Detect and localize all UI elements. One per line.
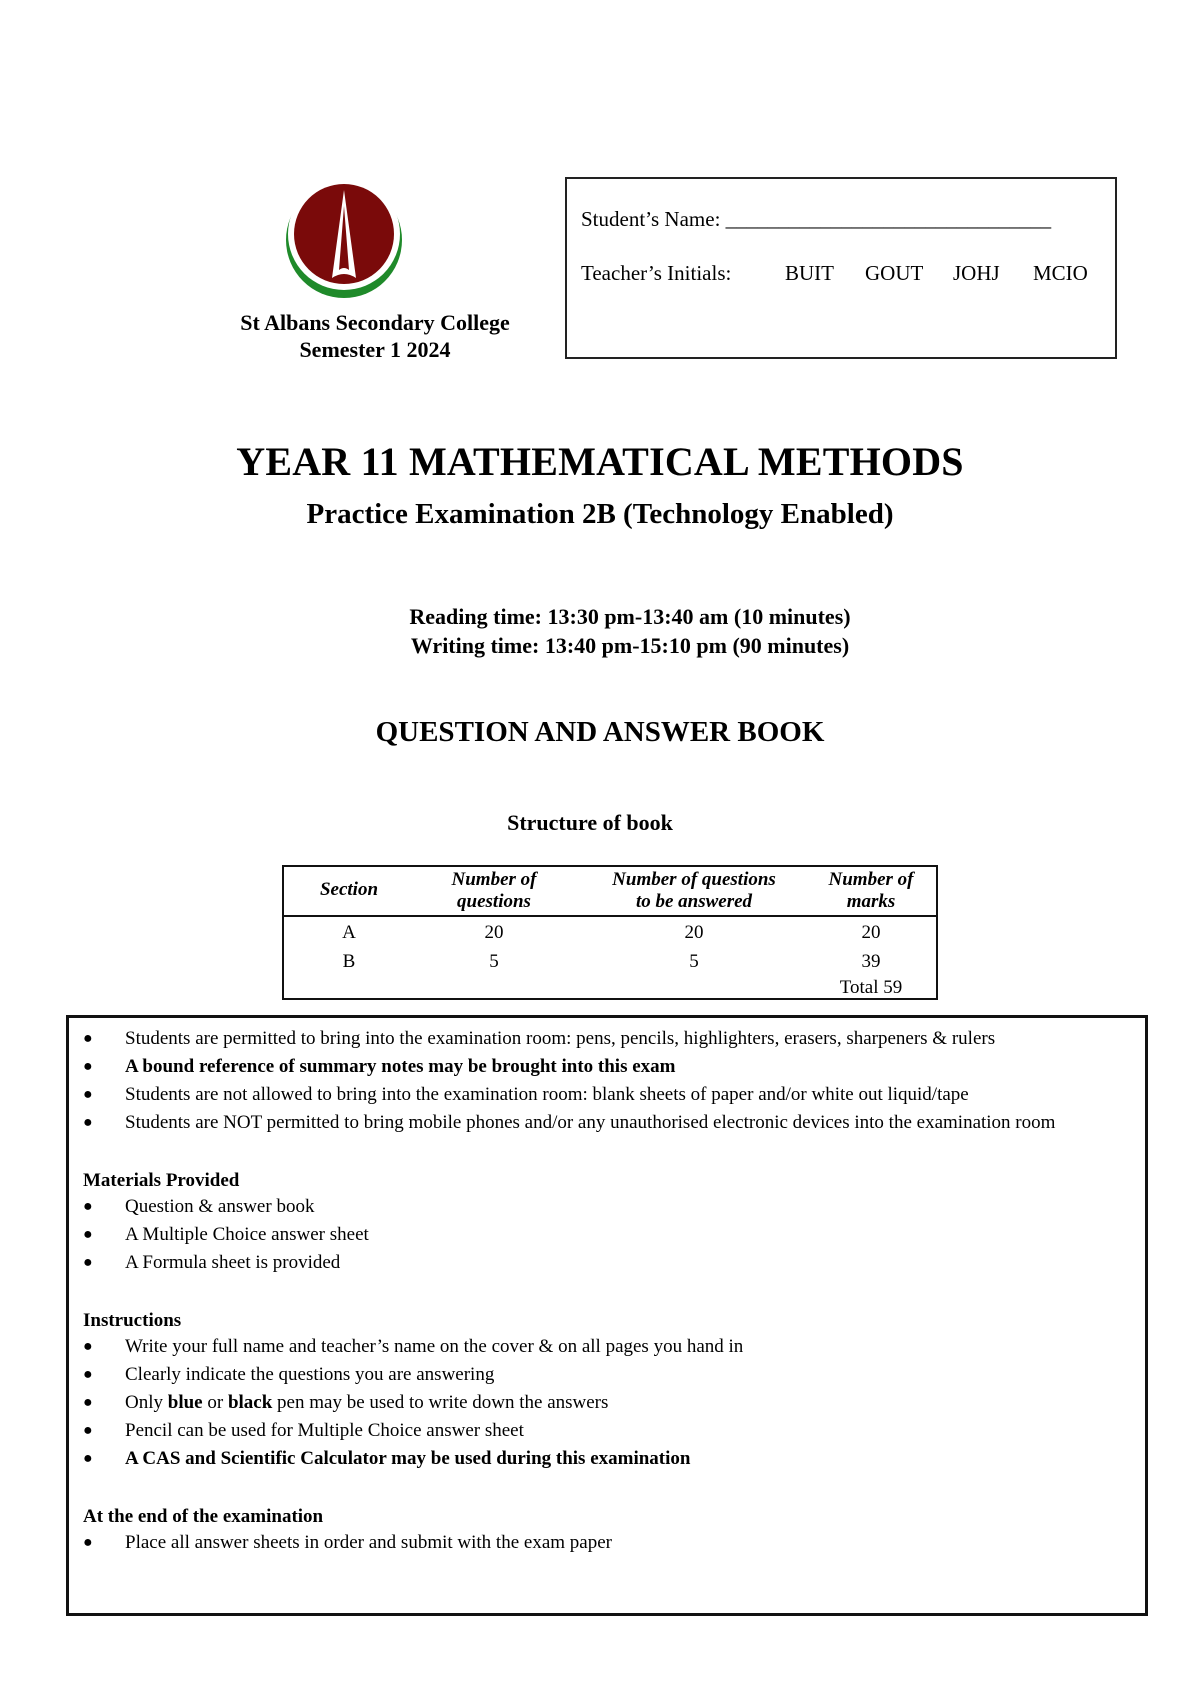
student-name-line[interactable]: _______________________________ bbox=[725, 207, 1052, 231]
bullet-icon: ● bbox=[83, 1226, 93, 1243]
materials-heading: Materials Provided bbox=[83, 1170, 240, 1191]
material-item: A Formula sheet is provided bbox=[125, 1252, 341, 1273]
instruction-item: Only blue or black pen may be used to write down the answers bbox=[125, 1392, 609, 1413]
school-name: St Albans Secondary College bbox=[240, 310, 510, 335]
instructions-heading: Instructions bbox=[83, 1310, 182, 1331]
teacher-initial-option[interactable]: JOHJ bbox=[953, 261, 1000, 285]
student-details-box bbox=[565, 177, 1117, 359]
teacher-initial-option[interactable]: BUIT bbox=[785, 261, 834, 285]
bullet-icon: ● bbox=[83, 1030, 93, 1047]
bullet-icon: ● bbox=[83, 1114, 93, 1131]
structure-heading: Structure of book bbox=[507, 810, 673, 835]
student-name-label: Student’s Name: bbox=[581, 207, 721, 231]
bullet-icon: ● bbox=[83, 1198, 93, 1215]
instruction-item: Clearly indicate the questions you are answering bbox=[125, 1364, 495, 1385]
teacher-initials-label: Teacher’s Initials: bbox=[581, 261, 732, 285]
exam-rules-box bbox=[66, 1015, 1148, 1616]
header-questions: Number of questions bbox=[451, 869, 537, 912]
material-item: Question & answer book bbox=[125, 1196, 315, 1217]
bullet-icon: ● bbox=[83, 1422, 93, 1439]
bullet-icon: ● bbox=[83, 1450, 93, 1467]
bullet-icon: ● bbox=[83, 1086, 93, 1103]
instruction-item: Pencil can be used for Multiple Choice answer sheet bbox=[125, 1420, 524, 1441]
bullet-icon: ● bbox=[83, 1366, 93, 1383]
teacher-initial-option[interactable]: GOUT bbox=[865, 261, 924, 285]
bullet-icon: ● bbox=[83, 1534, 93, 1551]
exam-title: YEAR 11 MATHEMATICAL METHODS bbox=[236, 439, 964, 484]
end-item: Place all answer sheets in order and submit with the exam paper bbox=[125, 1532, 612, 1553]
writing-time: Writing time: 13:40 pm-15:10 pm (90 minutes) bbox=[410, 633, 850, 658]
reading-time: Reading time: 13:30 pm-13:40 am (10 minutes) bbox=[409, 604, 851, 629]
instruction-item: Write your full name and teacher’s name on the cover & on all pages you hand in bbox=[125, 1336, 744, 1357]
book-heading: QUESTION AND ANSWER BOOK bbox=[375, 716, 825, 748]
bullet-icon: ● bbox=[83, 1254, 93, 1271]
college-logo bbox=[282, 178, 406, 302]
rule-item: Students are permitted to bring into the examination room: pens, pencils, highlighters, erasers, sharpeners & rulers bbox=[125, 1028, 996, 1049]
rule-item: Students are not allowed to bring into the examination room: blank sheets of paper and/or white out liquid/tape bbox=[125, 1084, 969, 1105]
header-section: Section bbox=[319, 879, 379, 900]
header-answered: Number of questions to be answered bbox=[612, 869, 776, 912]
rule-item: Students are NOT permitted to bring mobile phones and/or any unauthorised electronic devices into the examination room bbox=[125, 1112, 1056, 1133]
bullet-icon: ● bbox=[83, 1338, 93, 1355]
structure-table: Section Number of questions Number of questions to be answered Number of marks A 20 20 20 B 5 5 39 Total 59 bbox=[282, 865, 938, 1000]
rule-item: A bound reference of summary notes may be brought into this exam bbox=[125, 1056, 676, 1077]
header-marks: Number of marks bbox=[828, 869, 914, 912]
bullet-icon: ● bbox=[83, 1394, 93, 1411]
end-heading: At the end of the examination bbox=[83, 1506, 324, 1527]
teacher-initial-option[interactable]: MCIO bbox=[1033, 261, 1088, 285]
exam-subtitle: Practice Examination 2B (Technology Enabled) bbox=[306, 498, 894, 530]
semester: Semester 1 2024 bbox=[299, 337, 451, 362]
bullet-icon: ● bbox=[83, 1058, 93, 1075]
material-item: A Multiple Choice answer sheet bbox=[125, 1224, 369, 1245]
total-marks: Total 59 bbox=[839, 977, 903, 998]
table-header-row bbox=[284, 867, 936, 917]
instruction-item: A CAS and Scientific Calculator may be used during this examination bbox=[125, 1448, 691, 1469]
